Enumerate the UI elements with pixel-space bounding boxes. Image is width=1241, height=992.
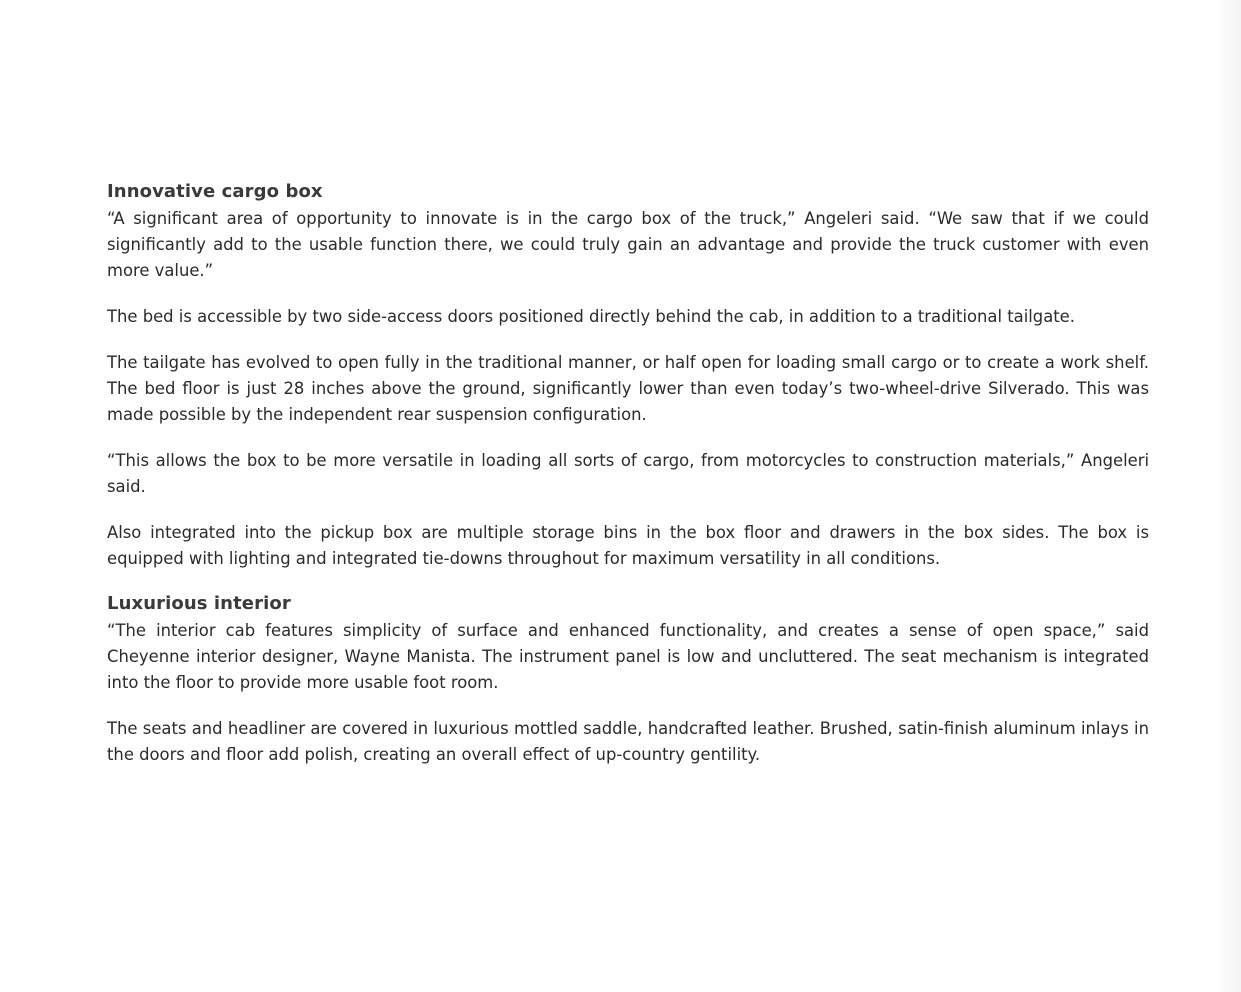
paragraph: The seats and headliner are covered in luxurious mottled saddle, handcrafted leather. Brushed, satin-finish aluminum inlays in the doors and floor add polish, creating an overall effect of up-country gentility. xyxy=(107,719,1149,764)
section-luxurious-interior xyxy=(107,592,1149,768)
paragraph: “The interior cab features simplicity of surface and enhanced functionality, and creates a sense of open space,” said Cheyenne interior designer, Wayne Manista. The instrument panel is low and uncluttered. The seat mechanism is integrated into the floor to provide more usable foot room. xyxy=(107,621,1149,692)
section-innovative-cargo-box xyxy=(107,180,1149,572)
scan-edge-shadow xyxy=(1219,0,1241,992)
paragraph: Also integrated into the pickup box are multiple storage bins in the box floor and drawers in the box sides. The box is equipped with lighting and integrated tie-downs throughout for maximum versatility in all conditions. xyxy=(107,523,1149,568)
paragraph: The bed is accessible by two side-access doors positioned directly behind the cab, in addition to a traditional tailgate. xyxy=(107,307,1075,326)
paragraph: The tailgate has evolved to open fully in the traditional manner, or half open for loading small cargo or to create a work shelf. The bed floor is just 28 inches above the ground, significantly lower than even today’s two-wheel-drive Silverado. This was made possible by the independent rear suspension configuration. xyxy=(107,353,1149,424)
section-heading: Innovative cargo box xyxy=(107,181,323,202)
paragraph: “A significant area of opportunity to innovate is in the cargo box of the truck,” Angeleri said. “We saw that if we could significantly add to the usable function there, we could truly gain an advantage and provide the truck customer with even more value.” xyxy=(107,209,1149,280)
section-heading: Luxurious interior xyxy=(107,593,291,614)
paragraph: “This allows the box to be more versatile in loading all sorts of cargo, from motorcycles to construction materials,” Angeleri said. xyxy=(107,451,1149,496)
document-body xyxy=(107,180,1149,788)
